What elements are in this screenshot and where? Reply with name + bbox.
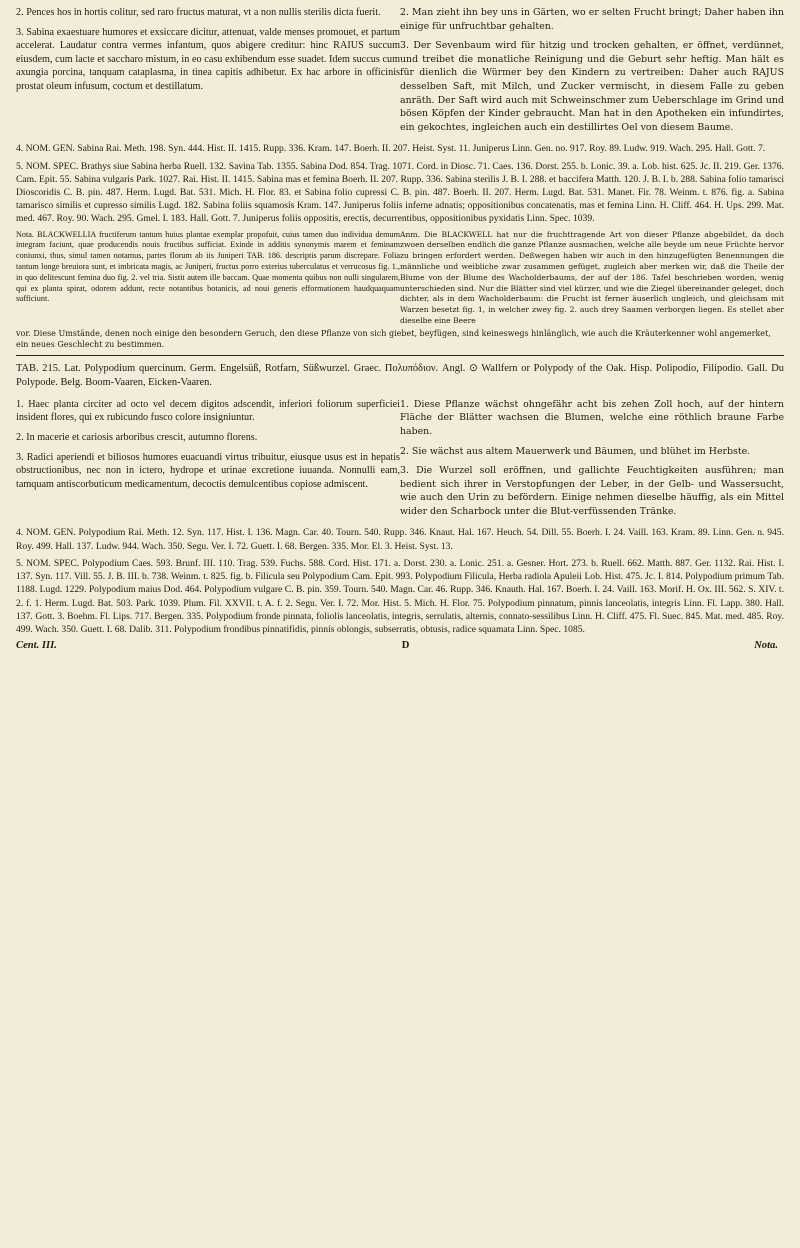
- page-footer: [16, 640, 784, 651]
- nota-latin: Nota. BLACKWELLIA fructiferum tantum huius plantae exemplar propofuit, cuius tamen duo individua demum integram faciunt, quae producendis nouis fructibus sufficiat. Exinde in additis synonymis marem et feminam coniunxi, thus, simul tamen notamus, partes florum ab iis Juniperi TAB. 186. descriptis parum discrepare. Folia tantum longe breuiora sunt, et imbricata magis, ac Juniperi, fructus porro exterius tuberculatus et verrucosus fig. 1., in quo delitescunt femina duo fig. 2. vel tria. Sistit autem ille baccam. Quae momenta quibus non nulli singularem, qui ex planta spirat, odorem addunt, recte notantibus botanicis, ad noui generis efformationem haudquaquam sufficiunt.: [16, 229, 400, 304]
- german-paragraph: 2. Man zieht ihn bey uns in Gärten, wo er selten Frucht bringt; Daher haben ihn einige für unfruchtbar gehalten.: [400, 7, 784, 32]
- footer-catchword: Nota.: [754, 640, 778, 652]
- nota-continuation: vor. Diese Umstände, denen noch einige den besondern Geruch, den diese Pflanze von sich giebet, beyfügen, sind keineswegs hinlänglich, wie auch die Kräuterkenner wohl angemerket, ein neues Geschlecht zu bestimmen.: [16, 328, 771, 349]
- latin-column: [16, 398, 400, 525]
- german-paragraph: 2. Sie wächst aus altem Mauerwerk und Bäumen, und blühet im Herbste.: [400, 445, 751, 457]
- german-paragraph: 3. Die Wurzel soll eröffnen, und gallichte Feuchtigkeiten ausführen; man bedient sich ihrer in Verstopfungen der Leber, in der Gelb- und Wassersucht, wie auch den Urin zu befördern. Einige nehmen dieselbe häuffig, als ein Mittel wider den Scharbock unter die Blut-verfüssenden Tränke.: [400, 465, 784, 517]
- latin-paragraph: 3. Sabina exaestuare humores et exsiccare dicitur, attenuat, valde menses promouet, et partum accelerat. Laudatur contra vermes infantum, quos abigere creditur: hinc RAIUS succum eiusdem, cum lacte et saccharo mistum, in eo casu exhibendum esse suadet. Idem succus cum axungia porcina, tanquam cataplasma, in tinea capitis adhibetur. Ex hac arbore in officinis prostat oleum infusum, coctum et destillatum.: [16, 26, 400, 92]
- synonyms-gen: 4. NOM. GEN. Sabina Rai. Meth. 198. Syn. 444. Hist. II. 1415. Rupp. 336. Kram. 147. Boerh. II. 207. Heist. Syst. 11. Juniperus Linn. Gen. no. 917. Roy. 89. Ludw. 919. Wach. 295. Hall. Gott. 7.: [16, 143, 766, 155]
- german-column: [400, 398, 784, 525]
- german-paragraph: 1. Diese Pflanze wächst ohngefähr acht bis zehen Zoll hoch, auf der hintern Fläche der Blätter wachsen die Blumen, welche eine röthlich braune Farbe haben.: [400, 398, 784, 437]
- latin-paragraph: 1. Haec planta circiter ad octo vel decem digitos adscendit, inferiori foliorum superficiei insident flores, qui ex rubicundo fusco colore insigniuntur.: [16, 398, 400, 424]
- synonyms2-spec: 5. NOM. SPEC. Polypodium Caes. 593. Brunf. III. 110. Trag. 539. Fuchs. 588. Cord. Hist. 171. a. Dorst. 230. a. Lonic. 251. a. Gesner. Hort. 273. b. Ruell. 662. Matth. 887. Ger. 1132. Rai. Hist. I. 137. Syn. 117. Vill. 55. J. B. III. b. 738. Weinm. t. 825. fig. b. Filicula seu Polypodium Cam. Epit. 993. Polypodium Filicula, Herba radiola Apuleii Lob. Hist. 475. Jc. I. 814. Polypodium primum Tab. 1188. Lugd. 1229. Polypodium maius Dod. 464. Polypodium vulgare C. B. pin. 359. Tourn. 540. Magn. Car. 46. Rupp. 346. Knauth. Hal. 167. Boerh. I. 24. Vaill. 163. Morif. H. Ox. III. 562. S. XIV. t. 2. f. 1. Herm. Lugd. Bat. 503. Park. 1039. Plum. Fil. XXVII. t. A. f. 2. Segu. Ver. I. 72. Mor. Hist. 5. Mich. H. Flor. 75. Polypodium pinnatum, pinnis lanceolatis, integris Linn. Fl. Lapp. 380. Hall. 137. Gott. 3. Boehm. Fl. Lips. 717. Bergen. 335. Polypodium fronde pinnata, foliolis lanceolatis, integris, serrulatis, alternis, connato-sessilibus Linn. H. Cliff. 475. Fl. Suec. 845. Mat. med. 485. Roy. 499. Wach. 350. Guett. I. 68. Dalib. 311. Polypodium frondibus pinnatifidis, pinnis oblongis, subserratis, obtusis, radice squamata Linn. Spec. 1085.: [16, 557, 784, 635]
- bottom-columns: [16, 398, 784, 525]
- footer-century: Cent. III.: [16, 640, 57, 652]
- top-columns: [16, 6, 784, 140]
- latin-paragraph: 2. Pences hos in hortis colitur, sed raro fructus maturat, vt a non nullis sterilis dicta fuerit.: [16, 7, 381, 18]
- latin-paragraph: 2. In macerie et cariosis arboribus crescit, autumno florens.: [16, 431, 258, 443]
- german-paragraph: 3. Der Sevenbaum wird für hitzig und trocken gehalten, er öffnet, verdünnet, und treibet die monatliche Reinigung und die Geburt sehr heftig. Man hält es für dienlich die Würmer bey den Kindern zu vertreiben: Daher auch RAJUS desselben Saft, mit Milch, und Zucker vermischt, in diesem Falle zu geben anräth. Der Saft wird auch mit Schweinschmer zum Ueberschlage im Grind und bösen Köpfen der Kinder gebraucht. Man hat in den Apotheken ein infundirtes, ein gekochtes, ingleichen auch ein destillirtes Oel von diesem Baume.: [400, 40, 784, 133]
- section-divider: [16, 355, 784, 356]
- footer-signature: D: [401, 640, 410, 652]
- latin-paragraph: 3. Radici aperiendi et biliosos humores euacuandi virtus tribuitur, eiusque usus est in hepatis obstructionibus, nec non in ictero, hydrope et urinae excretione iuuanda. Nonnulli eam, tamquam antiscorbuticum medicamentum, decoctis demulcentibus copiose admiscent.: [16, 451, 400, 490]
- latin-column: [16, 6, 400, 140]
- nota-german: Anm. Die BLACKWELL hat nur die fruchttragende Art von dieser Pflanze abgebildet, da doch zwoen derselben endlich die ganze Pflanze ausmachen, welche alle beyde um neue Früchte hervor zu bringen erfordert werden. Deßwegen haben wir auch in den hinzugefügten Benennungen die männliche und weibliche zwar zusammen gefüget, zugleich aber merken wir, daß die Theile der Blume von der Blume des Wacholderbaums, der auf der 186. Tafel beschrieben worden, wenig unterschieden sind. Nur die Blätter sind viel kürzer, und wie die Ziegel übereinander geleget, doch dichter, als in dem Wacholderbaum: die Frucht ist ferner äuserlich ungleich, und gleichsam mit Warzen besetzt fig. 1, in welcher zwey fig. 2. auch drey Saamen verborgen liegen. Es stellet aber dieselbe eine Beere: [400, 229, 784, 325]
- german-column: [400, 6, 784, 140]
- tab-header: TAB. 215. Lat. Polypodium quercinum. Germ. Engelsüß, Rotfarn, Süßwurzel. Graec. Πολυπόδιον. Angl. ⊙ Wallfern or Polypody of the Oak. Hisp. Polipodio, Filipodio. Gall. Du Polypode. Belg. Boom-Vaaren, Eicken-Vaaren.: [16, 362, 784, 388]
- synonyms-spec: 5. NOM. SPEC. Brathys siue Sabina herba Ruell. 132. Savina Tab. 1355. Sabina Dod. 854. Trag. 1071. Cord. in Diosc. 71. Caes. 136. Dorst. 255. b. Lonic. 39. a. Lob. hist. 625. Jc. II. 219. Ger. 1376. Cam. Epit. 55. Sabina vulgaris Park. 1027. Rai. Hist. II. 1415. Sabina mas et femina Boerh. II. 207. Rupp. 336. Sabina sterilis J. B. I. 288. et baccifera Matth. 120. J. B. I. b. 288. Sabina folio tamarisci Dioscoridis C. B. pin. 487. Herm. Lugd. Bat. 531. Mich. H. Flor. 83. et Sabina folio cupressi C. B. pin. 487. Boerh. II. 207. Herm. Lugd. Bat. 531. Manet. Fir. 78. Weinm. t. 876. fig. a. Sabina tamarisco similis et cupresso similis Lugd. 182. Sabina foliis squamosis Kram. 147. Juniperus foliis inferne adnatis; oppositionibus concatenatis, mas et femina Linn. H. Cliff. 464. H. Ups. 299. Mat. med. 467. Roy. 90. Wach. 295. Gmel. I. 183. Hall. Gott. 7. Juniperus foliis oppositis, erectis, decurrentibus, oppositionibus pyxidatis Linn. Spec. 1039.: [16, 160, 784, 225]
- synonyms2-gen: 4. NOM. GEN. Polypodium Rai. Meth. 12. Syn. 117. Hist. I. 136. Magn. Car. 40. Tourn. 540. Rupp. 346. Knaut. Hal. 167. Heuch. 54. Dill. 55. Boerh. I. 24. Vaill. 163. Kram. 89. Linn. Gen. n. 945. Roy. 499. Hall. 137. Ludw. 944. Wach. 350. Segu. Ver. I. 72. Guett. I. 68. Bergen. 335. Mor. El. 3. Heist. Syst. 13.: [16, 527, 784, 552]
- nota-columns: [16, 230, 784, 327]
